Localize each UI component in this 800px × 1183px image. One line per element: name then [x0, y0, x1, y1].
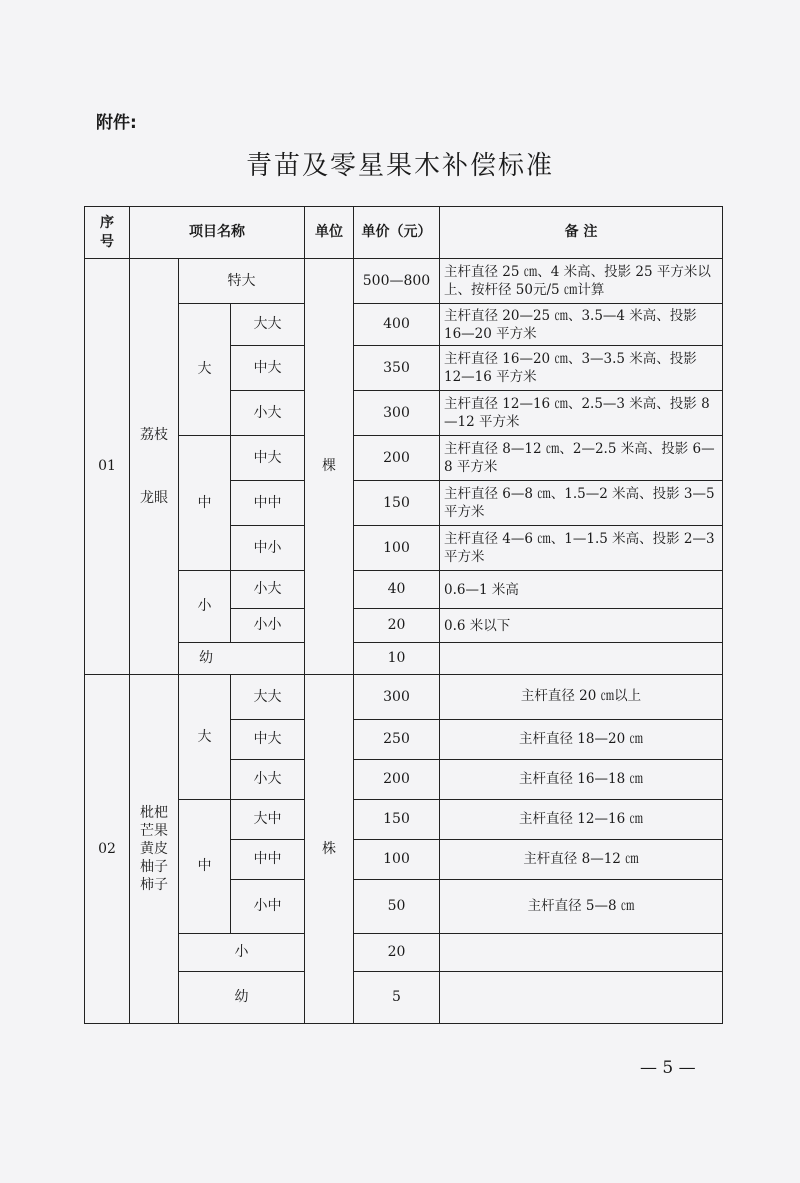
table-row: [85, 972, 723, 1024]
header-unit: 单位: [305, 207, 354, 259]
group2-name-3: 柚子: [140, 859, 168, 876]
row-note: 主杆直径 20 ㎝以上: [440, 675, 723, 720]
row-note: 主杆直径 25 ㎝、4 米高、投影 25 平方米以上、按杆径 50元/5 ㎝计算: [440, 259, 723, 304]
table-row: [85, 259, 723, 304]
row-price: 300: [354, 391, 440, 436]
group2-cat-large: 大: [179, 675, 231, 800]
row-label: 中中: [231, 481, 305, 526]
row-label: 大中: [231, 800, 305, 840]
table-row: [85, 436, 723, 481]
row-note: 主杆直径 20—25 ㎝、3.5—4 米高、投影 16—20 平方米: [440, 304, 723, 346]
row-price: 250: [354, 720, 440, 760]
row-note: 主杆直径 8—12 ㎝、2—2.5 米高、投影 6—8 平方米: [440, 436, 723, 481]
row-note: [440, 934, 723, 972]
header-seq: 序号: [85, 207, 130, 259]
row-note: 主杆直径 6—8 ㎝、1.5—2 米高、投影 3—5 平方米: [440, 481, 723, 526]
group1-cat-medium: 中: [179, 436, 231, 571]
group1-name-a: 荔枝: [140, 427, 168, 444]
header-price: 单价（元）: [354, 207, 440, 259]
row-price: 20: [354, 934, 440, 972]
row-note: 主杆直径 12—16 ㎝: [440, 800, 723, 840]
row-label: 中大: [231, 346, 305, 391]
row-note: 主杆直径 4—6 ㎝、1—1.5 米高、投影 2—3 平方米: [440, 526, 723, 571]
group1-name-b: 龙眼: [140, 489, 168, 506]
row-price: 200: [354, 436, 440, 481]
row-price: 500—800: [354, 259, 440, 304]
group2-unit: 株: [305, 675, 354, 1024]
row-label: 中小: [231, 526, 305, 571]
row-label: 小大: [231, 760, 305, 800]
row-price: 5: [354, 972, 440, 1024]
table-row: [85, 934, 723, 972]
group2-name: [130, 675, 179, 1024]
row-label: 大大: [231, 304, 305, 346]
row-label: 幼: [179, 972, 305, 1024]
row-price: 400: [354, 304, 440, 346]
row-price: 150: [354, 800, 440, 840]
row-price: 50: [354, 880, 440, 934]
row-label: 特大: [179, 259, 305, 304]
row-price: 350: [354, 346, 440, 391]
row-price: 100: [354, 840, 440, 880]
row-label: 大大: [231, 675, 305, 720]
document-title: 青苗及零星果木补偿标准: [245, 151, 554, 181]
header-row: [85, 207, 723, 259]
row-note: 主杆直径 5—8 ㎝: [440, 880, 723, 934]
group1-cat-large: 大: [179, 304, 231, 436]
compensation-table: [84, 206, 723, 1024]
table-row: [85, 800, 723, 840]
row-price: 100: [354, 526, 440, 571]
group1-unit: 棵: [305, 259, 354, 675]
row-note: 主杆直径 18—20 ㎝: [440, 720, 723, 760]
row-note: 0.6—1 米高: [440, 571, 723, 609]
row-label: 小: [179, 934, 305, 972]
row-note: 主杆直径 8—12 ㎝: [440, 840, 723, 880]
row-note: [440, 643, 723, 675]
attachment-label: 附件:: [96, 113, 137, 133]
row-price: 300: [354, 675, 440, 720]
header-item-name: 项目名称: [130, 207, 305, 259]
row-label: 小大: [231, 391, 305, 436]
row-note: 主杆直径 16—18 ㎝: [440, 760, 723, 800]
row-label: 中中: [231, 840, 305, 880]
row-price: 150: [354, 481, 440, 526]
group2-name-2: 黄皮: [140, 840, 168, 857]
group2-cat-medium: 中: [179, 800, 231, 934]
table-row: [85, 675, 723, 720]
row-price: 200: [354, 760, 440, 800]
group1-cat-small: 小: [179, 571, 231, 643]
header-note: 备 注: [440, 207, 723, 259]
group2-name-1: 芒果: [140, 822, 168, 839]
row-label: 小小: [231, 609, 305, 643]
group1-seq: 01: [85, 259, 130, 675]
table-row: [85, 643, 723, 675]
table-row: [85, 571, 723, 609]
row-note: 主杆直径 16—20 ㎝、3—3.5 米高、投影 12—16 平方米: [440, 346, 723, 391]
row-note: 0.6 米以下: [440, 609, 723, 643]
row-label: 中大: [231, 436, 305, 481]
row-price: 40: [354, 571, 440, 609]
row-label: 小大: [231, 571, 305, 609]
row-price: 10: [354, 643, 440, 675]
group2-seq: 02: [85, 675, 130, 1024]
group2-name-0: 枇杷: [140, 804, 168, 821]
row-price: 20: [354, 609, 440, 643]
row-note: 主杆直径 12—16 ㎝、2.5—3 米高、投影 8—12 平方米: [440, 391, 723, 436]
row-label: 小中: [231, 880, 305, 934]
row-label: 中大: [231, 720, 305, 760]
group1-name: [130, 259, 179, 675]
row-note: [440, 972, 723, 1024]
group2-name-4: 柿子: [140, 877, 168, 894]
row-label: 幼: [179, 643, 305, 675]
page-number: — 5 —: [640, 1058, 696, 1078]
table-row: [85, 304, 723, 346]
